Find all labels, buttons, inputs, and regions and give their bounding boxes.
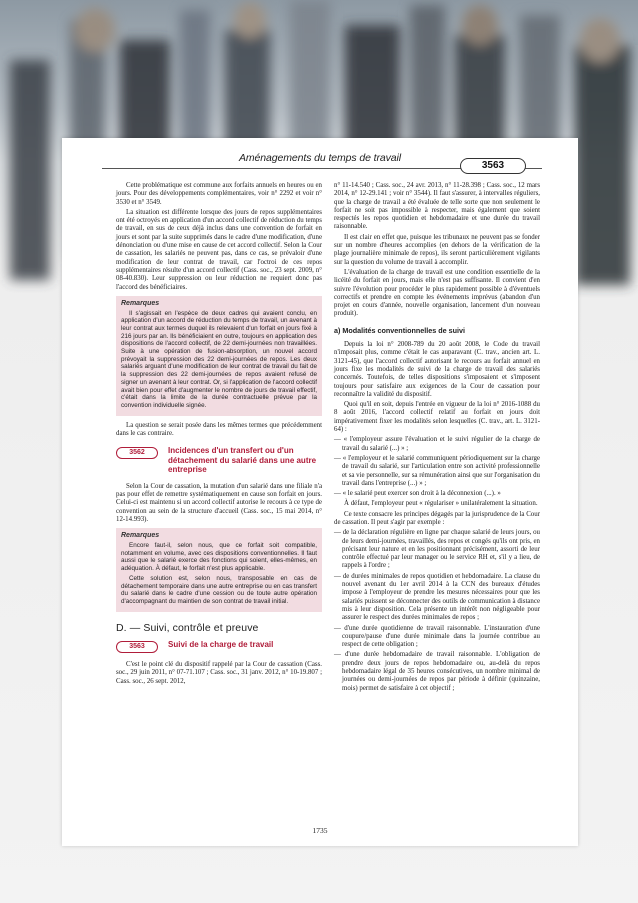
page-number: 1735 — [312, 826, 328, 835]
list-item: — « le salarié peut exercer son droit à la déconnexion (...). » — [334, 490, 501, 498]
remark-text: Cette solution est, selon nous, transposable en cas de détachement temporaire dans une autre entreprise ou en cas transfert du salarié dans le cadre d'une cession ou de toute autre opération d'accompagnant du maintien de son contrat de travail initial. — [121, 574, 317, 605]
running-head: Aménagements du temps de travail — [239, 152, 401, 164]
right-paragraph-1: n° 11-14.540 ; Cass. soc., 24 avr. 2013, n° 11-28.398 ; Cass. soc., 12 mars 2014, n° 12-29.141 ; voir n° 3544). Il faut s'assurer, à intervalles réguliers, que la charge de travail a été évaluée de telle sorte que non seulement le forfait ne soit pas impossible à respecter, mais également que soient respectés les repos quotidien et hebdomadaire et une durée du travail raisonnable. — [334, 182, 540, 231]
transfer-paragraph: Selon la Cour de cassation, la mutation d'un salarié dans une filiale n'a pas pour effet de remettre systématiquement en cause son forfait en jours. Celui-ci est maintenu si un accord collectif autorise le recours à ce type de convention au sein de la structure d'accueil (Cass. soc., 15 mai 2014, n° 12-14.993). — [116, 482, 322, 523]
legal-requirements-list — [334, 436, 540, 498]
subheading-3563 — [116, 640, 322, 653]
right-paragraph-7: Ce texte consacre les principes dégagés par la jurisprudence de la Cour de cassation. Il peut s'agir par exemple : — [334, 510, 540, 526]
list-item: — de durées minimales de repos quotidien et hebdomadaire. La clause du nouvel avenant du 1er avril 2014 à la CCN des bureaux d'études impose à l'employeur de prendre les mesures nécessaires pour que les salariés puissent se déconnecter des outils de communication à distance mis à leur disposition. Cela présente un intérêt non négligeable pour assurer le respect des durées minimales de repos ; — [334, 572, 540, 622]
workload-paragraph: C'est le point clé du dispositif rappelé par la Cour de cassation (Cass. soc., 29 juin 2011, n° 07-71.107 ; Cass. soc., 31 janv. 2012, n° 10-19.807 ; Cass. soc., 26 sept. 2012, — [116, 660, 322, 685]
right-column — [334, 182, 540, 695]
right-paragraph-4: Depuis la loi n° 2008-789 du 20 août 2008, le Code du travail n'imposait plus, comme c'était le cas auparavant (C. trav., ancien art. L. 3121-45), que l'accord collectif autorisant le recours au forfait annuel en jours fixe les modalités de suivi de la charge de travail des salariés concernés. Toutefois, de telles dispositions s'imposaient et s'imposent toujours pour satisfaire aux exigences de la Cour de cassation pour reconnaître la validité du dispositif. — [334, 341, 540, 398]
paragraph-number-tab: 3563 — [460, 158, 526, 174]
subheading-3562 — [116, 446, 322, 475]
remark-box-2 — [116, 528, 322, 611]
document-page — [62, 138, 578, 846]
list-item: — d'une durée quotidienne de travail raisonnable. L'instauration d'une coupure/pause d'une durée minimale dans la journée contribue au respect de cette obligation ; — [334, 624, 540, 649]
subsection-heading-a: a) Modalités conventionnelles de suivi — [334, 325, 466, 335]
right-paragraph-3: L'évaluation de la charge de travail est une condition essentielle de la licéité du forfait en jours, mais elle n'est pas suffisante. Il convient d'en suivre l'évolution pour procéder le plus rapidement possible à d'éventuels correctifs et prendre en compte les événements imprévus (abandon d'un projet en cours d'année, nouvelle organisation, lancement d'un nouveau produit). — [334, 268, 540, 318]
remark-title: Remarques — [121, 532, 160, 540]
list-item: — de la déclaration régulière en ligne par chaque salarié de leurs jours, ou de leurs demi-journées, travaillés, des repos et congés qu'ils ont pris, en précisant leur nature et en les positionnant précisément, assorti de leur contrôle effectué par leur manager ou le service RH et, s'il y a lieu, de rappels à l'ordre ; — [334, 529, 540, 570]
remark-text: Il s'agissait en l'espèce de deux cadres qui avaient conclu, en application d'un accord de réduction du temps de travail, un avenant à leur contrat aux termes duquel ils relevaient d'un forfait en jours fixé à 216 jours par an. Ils bénéficiaient en outre, toujours en application des dispositions de l'accord collectif, de 22 demi-journées non travaillées. Suite à une opération de fusion-absorption, un nouvel accord prévoyait la suppression des 22 demi-journées de repos. Les deux salariés arguant d'une modification de leur contrat de travail du fait de la suppression des 22 demi-journées de repos avaient refusé de signer un avenant à leur contrat. Or, si l'application de l'accord collectif avait bien pour effet d'augmenter le nombre de jours de travail effectif, c'était dans la limite de la durée contractuelle prévue par la convention individuelle signée. — [121, 309, 317, 409]
after-remark-paragraph: La question se serait posée dans les mêmes termes que précédemment dans le cas contraire. — [116, 421, 322, 437]
subheading-title: Incidences d'un transfert ou d'un détachement du salarié dans une autre entreprise — [168, 446, 317, 475]
list-item: — d'une durée hebdomadaire de travail raisonnable. L'obligation de prendre deux jours de repos hebdomadaire ou, au-delà du repos hebdomadaire légal de 35 heures consécutives, un nombre minimal de journées ou demi-journées de repos par période à définir (quinzaine, mois) permet de satisfaire à cet objectif ; — [334, 651, 540, 692]
intro-paragraph-2: La situation est différente lorsque des jours de repos supplémentaires ont été octroyés en application d'un accord collectif de réduction du temps de travail, en sus de ceux déjà inclus dans une convention de forfait en jours et sont par la suite supprimés dans le cadre d'une modification, d'une dénonciation ou d'une mise en cause de cet accord collectif. Selon la Cour de cassation, les salariés ne peuvent pas, dans ce cas, se prévaloir d'une modification de leur contrat de travail, car l'octroi de ces repos supplémentaires résulte d'un accord collectif (Cass. soc., 23 sept. 2009, n° 08-40.830). Leur suppression ou leur réduction ne requiert donc pas l'accord des bénéficiaires. — [116, 208, 322, 291]
paragraph-badge: 3562 — [116, 447, 158, 459]
examples-list — [334, 529, 540, 693]
right-paragraph-2: Il est clair en effet que, puisque les tribunaux ne peuvent pas se fonder sur un nombre d'heures accomplies (en dehors de la vérification de la plage journalière minimale de repos), ils seront particulièrement vigilants sur la question du volume de travail à accomplir. — [334, 233, 540, 266]
remark-title: Remarques — [121, 299, 160, 307]
right-paragraph-6: À défaut, l'employeur peut « régulariser » unilatéralement la situation. — [344, 500, 538, 508]
right-paragraph-5: Quoi qu'il en soit, depuis l'entrée en vigueur de la loi n° 2016-1088 du 8 août 2016, l'accord collectif relatif au forfait en jours doit impérativement fixer les modalités selon lesquelles (C. trav., art. L. 3121-64) : — [334, 401, 540, 434]
subheading-title: Suivi de la charge de travail — [168, 639, 274, 649]
left-column — [116, 182, 322, 688]
list-item: — « l'employeur et le salarié communiquent périodiquement sur la charge de travail du salarié, sur l'articulation entre son activité professionnelle et sa vie personnelle, sur sa rémunération ainsi que sur l'organisation du travail dans l'entreprise (...) » ; — [334, 454, 540, 487]
list-item: — « l'employeur assure l'évaluation et le suivi régulier de la charge de travail du salarié (...) » ; — [334, 436, 540, 452]
remark-box-1 — [116, 296, 322, 416]
remark-text: Encore faut-il, selon nous, que ce forfait soit compatible, notamment en volume, avec ces dispositions conventionnelles. Il faut aussi que le salarié exerce des fonctions qui soient, elles-mêmes, en adéquation. À défaut, le forfait n'est plus applicable. — [121, 541, 317, 573]
intro-paragraph-1: Cette problématique est commune aux forfaits annuels en heures ou en jours. Pour des développements complémentaires, voir n° 2292 et voir n° 3530 et n° 3549. — [116, 182, 322, 206]
paragraph-badge: 3563 — [116, 641, 158, 653]
section-heading-d: D. — Suivi, contrôle et preuve — [116, 621, 259, 634]
